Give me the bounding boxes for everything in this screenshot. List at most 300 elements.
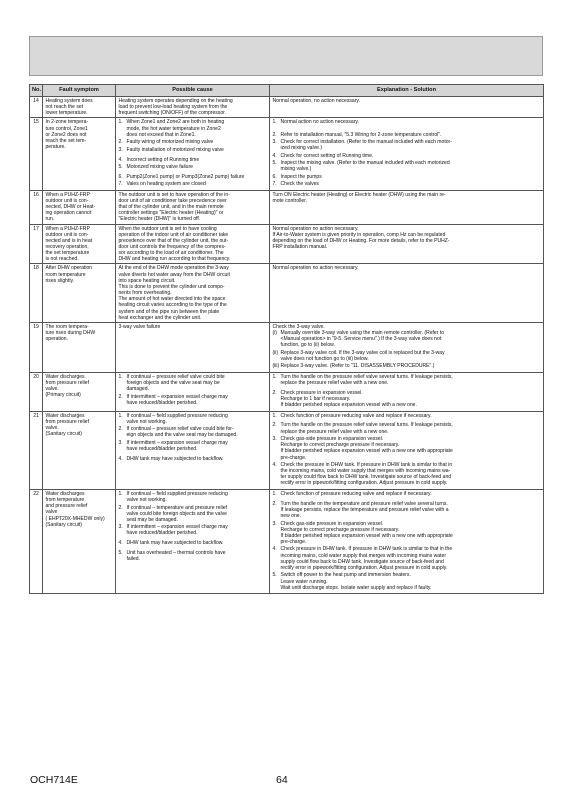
cause-item-number: 1.	[118, 119, 123, 126]
row-number: 14	[30, 97, 43, 118]
cause-item	[119, 174, 267, 180]
cause-item-text	[127, 147, 267, 153]
solution-item-line: ter supply could flow back to DHW tank. Investigate source of back-feed and	[280, 474, 452, 481]
cause-item-line: valve not working.	[126, 418, 167, 425]
cause-item-line: DHW tank may have subjected to backflow.	[126, 540, 224, 547]
fault-symptom-cell	[43, 264, 116, 322]
cause-item-line: have reduced/bladder perished.	[126, 399, 198, 406]
fault-symptom-line: valve	[45, 509, 58, 516]
possible-cause-cell	[116, 190, 270, 224]
solution-item-text	[281, 139, 541, 151]
cause-text: frequent switching (ON/OFF) of the compressor.	[118, 110, 226, 117]
row-number: 20	[30, 372, 43, 411]
fault-symptom-line: outdoor unit is con-	[45, 197, 89, 204]
cause-item-line: foreign objects and the valve seat may be	[126, 380, 220, 386]
solution-item	[273, 413, 541, 419]
solution-item-line: new one.	[280, 513, 301, 520]
cause-item-line: Faulty installation of motorized mixing valve	[126, 146, 224, 153]
row-number: 19	[30, 322, 43, 372]
cause-item-number: 2.	[118, 426, 123, 433]
cause-text: valve diverts hot water away from the DHW circuit	[118, 271, 230, 278]
cause-item-text	[127, 540, 267, 546]
fault-symptom-line: (Primary circuit)	[45, 392, 81, 399]
fault-symptom-line: (Sanitary circuit)	[45, 521, 82, 528]
fault-symptom-line: ( EHPT20X-MHEDW only)	[45, 515, 105, 522]
solution-item-line: Check function of pressure reducing valve and replace if necessary.	[280, 412, 432, 419]
fault-symptom-line: ture rises during DHW	[45, 330, 96, 337]
solution-item-line: Leave water running.	[280, 578, 328, 585]
fault-symptom-line: reach the set tem-	[45, 137, 87, 144]
fault-symptom-line: and pressure relief	[45, 503, 88, 510]
fault-symptom-cell	[43, 411, 116, 489]
cause-text: At the end of the DHW mode operation the 3-way	[118, 265, 229, 272]
cause-item-line: Incorrect setting of Running time	[126, 156, 200, 163]
solution-text: Turn ON Electric heater (Heating) or Electric heater (DHW) using the main re-	[272, 191, 446, 198]
cause-item-text	[127, 164, 267, 170]
solution-text: If Air-to-Water system is given priority in operation, comp Hz can be regulated	[272, 231, 446, 238]
solution-item-number: 1.	[272, 373, 277, 380]
possible-cause-cell	[116, 489, 270, 593]
fault-symptom-line: outdoor unit is con-	[45, 231, 89, 238]
solution-item-line: pre-charge.	[280, 538, 307, 545]
solution-item-line: Check gas-side pressure in expansion vessel.	[280, 520, 384, 527]
troubleshooting-table	[29, 84, 544, 594]
solution-item-line: Check gas-side pressure in expansion vessel.	[280, 436, 384, 443]
solution-item-text	[281, 350, 541, 362]
fault-symptom-line: is not reached.	[45, 256, 79, 263]
cause-item-line: If continual – temperature and pressure relief	[126, 504, 227, 511]
solution-item-text	[281, 374, 541, 386]
solution-item-line: If bladder perished replace expansion vessel with a new one.	[280, 402, 417, 409]
page-number: 64	[276, 774, 288, 786]
cause-text: load to prevent low-load heating system from the	[118, 104, 228, 111]
cause-item-number: 3.	[118, 439, 123, 446]
solution-item-number: 2.	[272, 389, 277, 396]
cause-item-line: have reduced/bladder perished.	[126, 530, 198, 537]
solution-item	[273, 521, 541, 546]
cause-item-text	[127, 491, 267, 503]
solution-item-line: If leakage persists, replace the temperature and pressure relief valve with a	[280, 506, 449, 513]
possible-cause-cell	[116, 322, 270, 372]
solution-item-line: Normal action no action necessary.	[280, 119, 359, 126]
fault-symptom-line: rises slightly.	[45, 277, 75, 284]
fault-symptom-line: ing operation cannot	[45, 210, 92, 217]
fault-symptom-line: (Sanitary circuit)	[45, 431, 82, 438]
cause-item-number: 2.	[118, 393, 123, 400]
solution-item-number: (ii)	[272, 349, 279, 356]
solution-item-line: If bladder perished replace expansion vessel with a new one with appropriate	[280, 532, 453, 539]
solution-item-text	[281, 422, 541, 434]
solution-item-number: (i)	[272, 330, 277, 337]
fault-symptom-line: After DHW operation	[45, 265, 93, 272]
cause-item	[119, 505, 267, 523]
solution-item-text	[281, 132, 541, 138]
cause-item	[119, 181, 267, 187]
cause-item-text	[127, 119, 267, 137]
table-row	[30, 224, 544, 264]
solution-cell	[270, 322, 544, 372]
solution-text: mote controller.	[272, 197, 308, 204]
solution-item-text	[281, 174, 541, 180]
cause-item-line: Pump2(Zone1 pump) or Pump3(Zone2 pump) failure	[126, 173, 245, 180]
cause-item-line: seat may be damaged.	[126, 516, 178, 523]
cause-text: The outdoor unit is set to have operation of the in-	[118, 191, 230, 198]
cause-item-text	[127, 174, 267, 180]
solution-item-line: rectify error in pipework/fitting configuration. Adjust pressure in cold supply.	[280, 480, 448, 487]
col-no-header: No.	[30, 85, 43, 97]
solution-item	[273, 132, 541, 138]
solution-item-line: the incoming mains, cold water supply that merges with incoming mains wa-	[280, 468, 451, 475]
solution-item-number: 5.	[272, 160, 277, 167]
solution-item-number: 1.	[272, 119, 277, 126]
cause-item	[119, 119, 267, 137]
solution-cell	[270, 190, 544, 224]
solution-cell	[270, 372, 544, 411]
possible-cause-cell	[116, 372, 270, 411]
fault-symptom-cell	[43, 190, 116, 224]
solution-item	[273, 139, 541, 151]
fault-symptom-cell	[43, 224, 116, 264]
solution-item-number: 2.	[272, 500, 277, 507]
solution-item-number: 2.	[272, 131, 277, 138]
solution-item-line: Replace 3-way valve coil. If the 3-way valve coil is replaced but the 3-way	[280, 349, 445, 356]
cause-item-text	[127, 157, 267, 163]
solution-item-text	[281, 572, 541, 590]
cause-item	[119, 413, 267, 425]
solution-item-text	[281, 546, 541, 571]
solution-item-line: Recharge to correct precharge pressure if necessary.	[280, 442, 400, 449]
possible-cause-cell	[116, 118, 270, 190]
cause-text: door unit of air conditioner take precedence over	[118, 197, 227, 204]
solution-item-number: 1.	[272, 490, 277, 497]
solution-item-line: Check the valves	[280, 181, 319, 188]
fault-symptom-cell	[43, 118, 116, 190]
fault-symptom-line: nected and is in heat	[45, 237, 93, 244]
solution-item-number: 6.	[272, 173, 277, 180]
solution-item-line: Turn the handle on the pressure relief valve several turns. If leakage persists,	[280, 422, 453, 429]
cause-item-text	[127, 413, 267, 425]
cause-text: nents from overheating.	[118, 290, 172, 297]
solution-item-text	[281, 462, 541, 487]
solution-item-text	[281, 390, 541, 408]
fault-symptom-line: perature.	[45, 144, 66, 151]
solution-item-line: supply could flow back to DHW tank. Investigate source of back-feed and	[280, 558, 444, 565]
solution-item-number: 3.	[272, 139, 277, 146]
fault-symptom-line: room temperature	[45, 271, 86, 278]
cause-text: 3-way valve failure	[118, 323, 161, 330]
row-number: 18	[30, 264, 43, 322]
possible-cause-cell	[116, 224, 270, 264]
fault-symptom-line: lower temperature.	[45, 110, 88, 117]
solution-text: depending on the load of DHW or Heating. For more details, refer to the PUHZ-	[272, 237, 450, 244]
solution-item-number: 4.	[272, 152, 277, 159]
cause-item-line: does not exceed that in Zone1.	[126, 131, 196, 138]
cause-item-text	[127, 505, 267, 523]
fault-symptom-line: valve.	[45, 386, 59, 393]
solution-cell	[270, 264, 544, 322]
cause-item-line: If continual – field supplied pressure reducing	[126, 412, 228, 419]
solution-item-line: ized mixing valve.)	[280, 145, 323, 152]
cause-item	[119, 164, 267, 170]
cause-item-text	[127, 139, 267, 145]
cause-text: that of the cylinder unit, and in the main remote	[118, 204, 224, 211]
cause-item-number: 2.	[118, 504, 123, 511]
solution-item	[273, 390, 541, 408]
cause-item	[119, 394, 267, 406]
fault-symptom-line: When a PUHZ-FRP	[45, 191, 90, 198]
solution-item-text	[281, 181, 541, 187]
solution-item-line: Turn the handle on the pressure relief valve several turns. If leakage persists,	[280, 373, 453, 380]
col-solution-header: Explanation - Solution	[270, 85, 544, 97]
cause-item-text	[127, 394, 267, 406]
cause-item-line: If continual – pressure relief valve could bite	[126, 373, 225, 380]
solution-item	[273, 462, 541, 487]
solution-item-line: Inspect the mixing valve. (Refer to the manual included with each motorized	[280, 160, 450, 167]
fault-symptom-line: or Zone2 does not	[45, 131, 87, 138]
solution-item	[273, 501, 541, 519]
solution-item	[273, 363, 541, 369]
solution-item-number: 4.	[272, 461, 277, 468]
solution-item	[273, 330, 541, 348]
solution-item	[273, 350, 541, 362]
fault-symptom-line: from pressure relief	[45, 418, 89, 425]
solution-item-line: mixing valve.)	[280, 166, 312, 173]
fault-symptom-line: operation.	[45, 336, 68, 343]
solution-item-line: Replace 3-way valve. (Refer to "11. DISASSEMBLY PROCEDURE".)	[280, 363, 435, 370]
cause-item	[119, 139, 267, 145]
solution-cell	[270, 411, 544, 489]
solution-item-line: Check pressure in DHW tank. If pressure in DHW tank is similar to that in the	[280, 546, 453, 553]
fault-symptom-line: run.	[45, 216, 55, 223]
cause-item-number: 7.	[118, 181, 123, 188]
cause-item-number: 4.	[118, 455, 123, 462]
solution-item-number: 2.	[272, 422, 277, 429]
fault-symptom-cell	[43, 372, 116, 411]
solution-item-number: 7.	[272, 181, 277, 188]
solution-item-line: valve does not function go to (iii) below.	[280, 355, 369, 362]
cause-text: sor according to the load of air conditioner. The	[118, 250, 224, 257]
cause-item-text	[127, 524, 267, 536]
cause-text: system and of the pipe run between the plate	[118, 308, 220, 315]
cause-text: When the outdoor unit is set to have cooling	[118, 225, 217, 232]
fault-symptom-line: The room tempera-	[45, 323, 89, 330]
solution-item-line: Turn the handle on the temperature and pressure relief valve several turns.	[280, 500, 448, 507]
table-row	[30, 411, 544, 489]
cause-item-number: 4.	[118, 156, 123, 163]
cause-item	[119, 374, 267, 392]
table-row	[30, 97, 544, 118]
row-number: 17	[30, 224, 43, 264]
table-row	[30, 118, 544, 190]
cause-item	[119, 550, 267, 562]
cause-item-line: If intermittent – expansion vessel charge may	[126, 439, 228, 446]
solution-cell	[270, 489, 544, 593]
cause-item-line: Vales on heating system are closed	[126, 181, 206, 188]
cause-item-number: 1.	[118, 412, 123, 419]
cause-item-line: If continual – pressure relief valve could bite for-	[126, 426, 234, 433]
solution-item	[273, 422, 541, 434]
table-row	[30, 322, 544, 372]
possible-cause-cell	[116, 411, 270, 489]
fault-symptom-line: from temperature	[45, 497, 85, 504]
row-number: 15	[30, 118, 43, 190]
solution-item-line: pre-charge.	[280, 454, 307, 461]
solution-item-number: (iii)	[272, 363, 280, 370]
cause-item-line: DHW tank may have subjected to backflow.	[126, 455, 224, 462]
solution-item-number: 5.	[272, 572, 277, 579]
cause-text: into space heating circuit.	[118, 277, 176, 284]
solution-item-number: 1.	[272, 412, 277, 419]
cause-item	[119, 157, 267, 163]
cause-item-text	[127, 426, 267, 438]
solution-item-text	[281, 491, 541, 497]
cause-item-line: Motorized mixing valve failure	[126, 163, 193, 170]
solution-cell	[270, 224, 544, 264]
solution-cell	[270, 97, 544, 118]
solution-item	[273, 153, 541, 159]
table-row	[30, 264, 544, 322]
solution-item	[273, 491, 541, 497]
possible-cause-cell	[116, 97, 270, 118]
cause-item-number: 5.	[118, 163, 123, 170]
cause-item-line: damaged.	[126, 386, 149, 393]
cause-text: Heating system operates depending on the heating	[118, 98, 233, 104]
solution-item-line: If bladder perished replace expansion vessel with a new one with appropriate	[280, 448, 453, 455]
solution-text: Normal operation, no action necessary.	[272, 98, 360, 104]
cause-item-text	[127, 550, 267, 562]
fault-symptom-line: nected, DHW or Heat-	[45, 204, 96, 211]
cause-item	[119, 524, 267, 536]
solution-item	[273, 174, 541, 180]
fault-symptom-line: Water discharges	[45, 373, 85, 380]
solution-item-line: replace the pressure relief valve with a new one.	[280, 380, 389, 386]
cause-item-number: 3.	[118, 146, 123, 153]
solution-item-line: function, go to (ii) below.	[280, 342, 335, 349]
cause-text: "Electric heater (DHW)" is turned off.	[118, 216, 201, 223]
solution-item-line: Recharge to 1 bar if necessary.	[280, 396, 351, 402]
cause-text: heating circuit varies according to the type of the	[118, 302, 227, 309]
cause-item-number: 3.	[118, 524, 123, 531]
solution-item	[273, 160, 541, 172]
solution-item-text	[281, 436, 541, 461]
cause-item-line: valve could bite foreign objects and the valve	[126, 510, 227, 517]
fault-symptom-line: valve.	[45, 424, 59, 431]
solution-item-line: Recharge to correct precharge pressure if necessary.	[280, 526, 400, 533]
cause-item	[119, 456, 267, 462]
solution-text: Check the 3-way valve.	[272, 323, 325, 330]
fault-symptom-cell	[43, 322, 116, 372]
cause-item-text	[127, 456, 267, 462]
cause-item-line: If continual – field supplied pressure reducing	[126, 490, 228, 497]
cause-item-line: eign objects and the valve seat may be damaged.	[126, 432, 238, 439]
solution-text: FRP installation manual.	[272, 243, 328, 250]
cause-text: This is done to prevent the cylinder unit compo-	[118, 283, 225, 290]
fault-symptom-line: not reach the set	[45, 104, 84, 111]
solution-cell	[270, 118, 544, 190]
cause-item-text	[127, 374, 267, 392]
solution-text: Normal operation no action necessary.	[272, 225, 359, 232]
col-fault-header: Fault symptom	[43, 85, 116, 97]
cause-item-text	[127, 440, 267, 452]
solution-item-line: incoming mains, cold water supply that merges with incoming mains water	[280, 552, 446, 559]
cause-item	[119, 426, 267, 438]
solution-item-number: 4.	[272, 546, 277, 553]
cause-item	[119, 440, 267, 452]
table-row	[30, 190, 544, 224]
cause-item	[119, 147, 267, 153]
table-body	[30, 97, 544, 594]
solution-item-number: 3.	[272, 520, 277, 527]
document-code: OCH714E	[30, 774, 78, 786]
fault-symptom-line: In 2-zone tempera-	[45, 119, 89, 126]
solution-item-line: replace the pressure relief valve with a new one.	[280, 428, 389, 435]
solution-item-line: Inspect the pumps	[280, 173, 322, 180]
solution-item-line: Check for correct installation. (Refer to the manual included with each motor-	[280, 139, 452, 146]
cause-item-number: 5.	[118, 550, 123, 557]
cause-item-line: If intermittent – expansion vessel charge may	[126, 393, 228, 400]
solution-item	[273, 546, 541, 571]
cause-item-line: If intermittent – expansion vessel charge may	[126, 524, 228, 531]
cause-item-text	[127, 181, 267, 187]
cause-item-number: 2.	[118, 139, 123, 146]
cause-item-line: have reduced/bladder perished.	[126, 445, 198, 452]
fault-symptom-line: ture control, Zone1	[45, 125, 88, 132]
solution-text: Normal operation no action necessary.	[272, 265, 359, 272]
table-header-row	[30, 85, 544, 97]
fault-symptom-line: Water discharges	[45, 412, 85, 419]
possible-cause-cell	[116, 264, 270, 322]
cause-text: operation of the indoor unit of air conditioner take	[118, 231, 229, 238]
solution-item	[273, 119, 541, 125]
cause-text: door unit controls the frequency of the compres-	[118, 243, 226, 250]
solution-item-text	[281, 330, 541, 348]
solution-item	[273, 374, 541, 386]
solution-item-text	[281, 521, 541, 546]
solution-item-line: Refer to installation manual, "5.3 Wiring for 2-zone temperature control".	[280, 131, 442, 138]
solution-item-number: 3.	[272, 436, 277, 443]
row-number: 21	[30, 411, 43, 489]
cause-text: heat exchanger and the cylinder unit.	[118, 314, 202, 321]
cause-item	[119, 540, 267, 546]
solution-item-line: Check function of pressure reducing valve and replace if necessary.	[280, 490, 432, 497]
solution-item-line: Wait until discharge stops. Isolate water supply and replace if faulty.	[280, 584, 432, 591]
solution-item-text	[281, 413, 541, 419]
solution-item	[273, 181, 541, 187]
cause-text: controller settings "Electric heater (Heating)" or	[118, 210, 224, 217]
solution-item-text	[281, 119, 541, 125]
fault-symptom-line: When a PUHZ-FRP	[45, 225, 90, 232]
fault-symptom-line: from pressure relief	[45, 380, 89, 386]
solution-item-line: Check pressure in expansion vessel.	[280, 389, 363, 396]
solution-item-text	[281, 160, 541, 172]
cause-item-line: failed.	[126, 556, 140, 563]
solution-item-line: Check the pressure in DHW tank. If pressure in DHW tank is similar to that in	[280, 461, 453, 468]
table-row	[30, 372, 544, 411]
cause-item-number: 6.	[118, 173, 123, 180]
fault-symptom-line: recovery operation,	[45, 243, 89, 250]
fault-symptom-line: the set temperature	[45, 250, 90, 257]
solution-item	[273, 572, 541, 590]
fault-symptom-cell	[43, 97, 116, 118]
solution-item-text	[281, 153, 541, 159]
row-number: 22	[30, 489, 43, 593]
cause-item-number: 1.	[118, 373, 123, 380]
cause-item-line: valve not working.	[126, 497, 167, 504]
solution-item-text	[281, 363, 541, 369]
solution-item-line: Switch off power to the heat pump and immersion heaters.	[280, 572, 411, 579]
fault-symptom-cell	[43, 489, 116, 593]
cause-item-line: Unit has overheated – thermal controls have	[126, 550, 226, 557]
